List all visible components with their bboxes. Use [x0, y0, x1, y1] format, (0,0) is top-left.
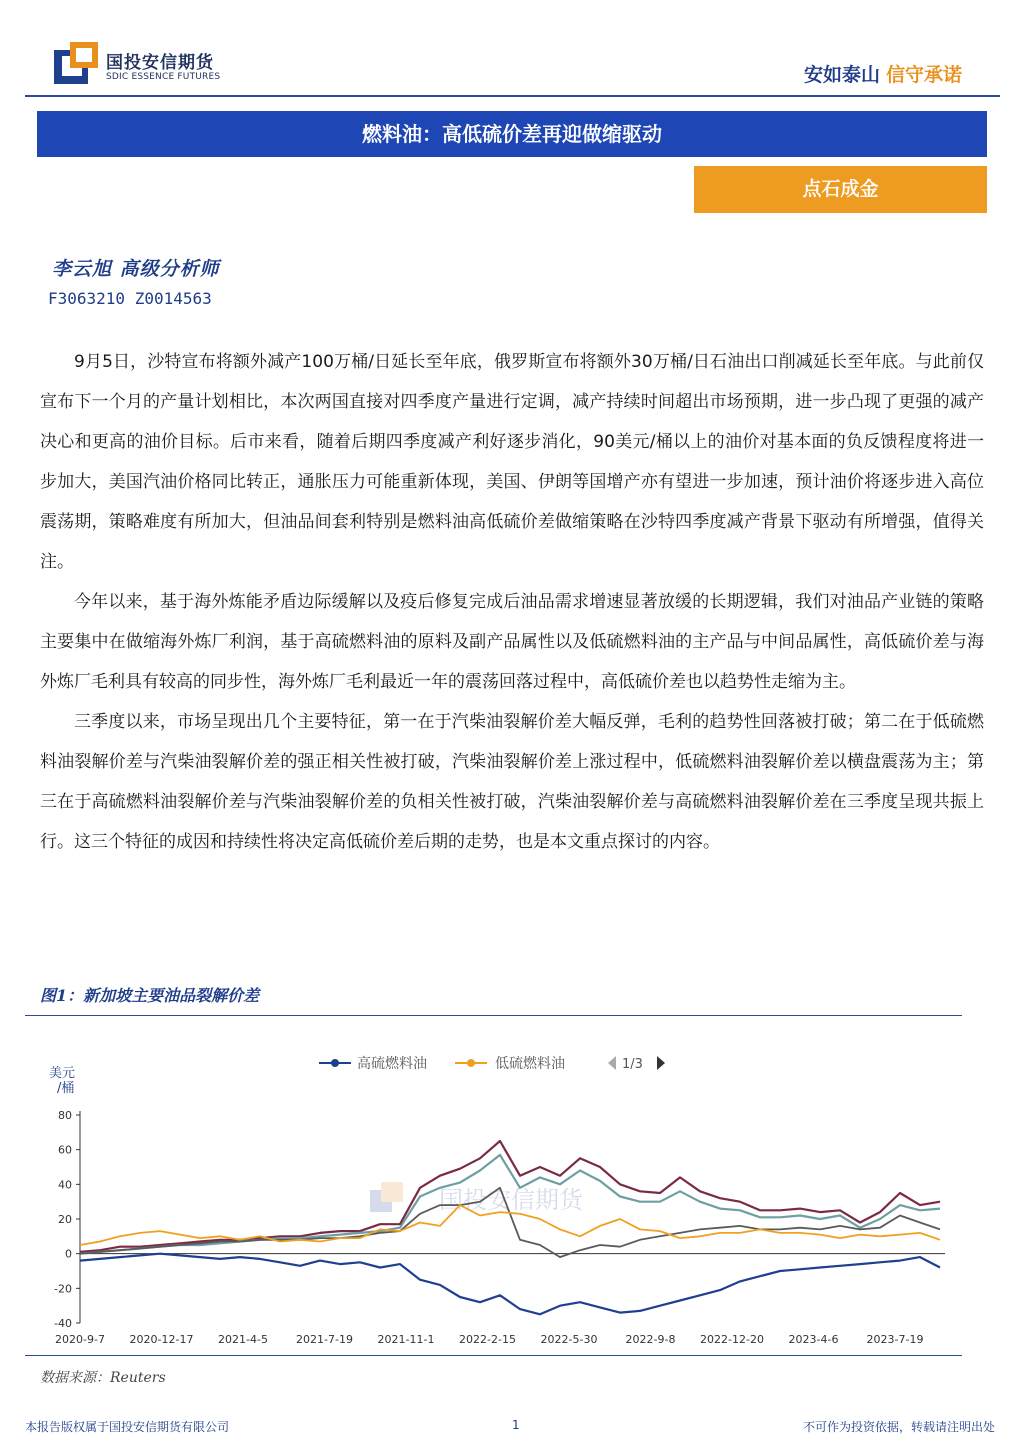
slogan-part1: 安如泰山: [803, 64, 880, 86]
y-tick-label: 20: [58, 1213, 72, 1226]
y-tick-label: -40: [54, 1317, 72, 1330]
figure-top-rule: [25, 1015, 962, 1016]
page-number: 1: [512, 1418, 520, 1432]
y-tick-label: 60: [58, 1143, 72, 1157]
y-unit-label: 美元: [49, 1066, 76, 1081]
x-tick-label: 2022-5-30: [540, 1333, 598, 1346]
legend: [319, 1055, 665, 1072]
slogan-part2: 信守承诺: [885, 64, 962, 86]
legend-next-page-icon[interactable]: [657, 1056, 665, 1070]
legend-marker-hsfo: [331, 1059, 339, 1067]
footer-disclaimer: 不可作为投资依据，转载请注明出处: [802, 1420, 995, 1434]
chart-axes: [54, 1109, 945, 1346]
paragraph: 三季度以来，市场呈现出几个主要特征，第一在于汽柴油裂解价差大幅反弹，毛利的趋势性回落被打破；第二在于低硫燃料油裂解价差与汽柴油裂解价差的强正相关性被打破，汽柴油裂解价差上涨过程中，低硫燃料油裂解价差以横盘震荡为主；第三在于高硫燃料油裂解价差与汽柴油裂解价差的负相关性被打破，汽柴油裂解价差与高硫燃料油裂解价差在三季度呈现共振上行。这三个特征的成因和持续性将决定高低硫价差后期的走势，也是本文重点探讨的内容。: [40, 712, 984, 852]
x-tick-label: 2021-4-5: [218, 1333, 268, 1346]
watermark: [370, 1182, 585, 1214]
report-title: 燃料油：高低硫价差再迎做缩驱动: [37, 111, 987, 157]
x-tick-label: 2022-2-15: [459, 1333, 516, 1346]
legend-marker-lsfo: [467, 1059, 475, 1067]
x-tick-label: 2022-9-8: [625, 1333, 676, 1346]
y-tick-label: -20: [54, 1282, 72, 1296]
x-tick-label: 2020-9-7: [55, 1333, 105, 1346]
article-body: [40, 342, 984, 862]
y-tick-label: 40: [58, 1178, 72, 1192]
author-name: 李云旭 高级分析师: [52, 258, 220, 280]
author-qualification-codes: F3063210 Z0014563: [48, 289, 212, 308]
header-divider: [25, 95, 1000, 97]
paragraph: 9月5日，沙特宣布将额外减产100万桶/日延长至年底，俄罗斯宣布将额外30万桶/日石油出口削减延长至年底。与此前仅宣布下一个月的产量计划相比，本次两国直接对四季度产量进行定调，减产持续时间超出市场预期，进一步凸现了更强的减产决心和更高的油价目标。后市来看，随着后期四季度减产利好逐步消化，90美元/桶以上的油价对基本面的负反馈程度将进一步加大，美国汽油价格同比转正，通胀压力可能重新体现，美国、伊朗等国增产亦有望进一步加速，预计油价将逐步进入高位震荡期，策略难度有所加大，但油品间套利特别是燃料油高低硫价差做缩策略在沙特四季度减产背景下驱动有所增强，值得关注。: [40, 352, 984, 572]
company-name-en: SDIC ESSENCE FUTURES: [106, 72, 221, 82]
slogan: [804, 60, 962, 87]
chart-series: [80, 1141, 940, 1314]
company-logo-icon: [54, 42, 98, 84]
crack-spread-chart: [35, 1035, 970, 1350]
y-tick-label: 80: [58, 1109, 72, 1122]
watermark-text: 国投安信期货: [439, 1186, 583, 1214]
x-tick-label: 2022-12-20: [700, 1333, 764, 1346]
company-name-cn: 国投安信期货: [106, 53, 214, 73]
legend-label-lsfo: 低硫燃料油: [495, 1056, 565, 1072]
y-tick-label: 0: [65, 1247, 72, 1261]
column-tag: 点石成金: [694, 166, 987, 213]
x-tick-label: 2021-7-19: [296, 1333, 353, 1346]
x-tick-label: 2021-11-1: [377, 1333, 435, 1346]
paragraph: 今年以来，基于海外炼能矛盾边际缓解以及疫后修复完成后油品需求增速显著放缓的长期逻辑，我们对油品产业链的策略主要集中在做缩海外炼厂利润，基于高硫燃料油的原料及副产品属性以及低硫燃料油的主产品与中间品属性，高低硫价差与海外炼厂毛利具有较高的同步性，海外炼厂毛利最近一年的震荡回落过程中，高低硫价差也以趋势性走缩为主。: [40, 592, 984, 692]
data-source: 数据来源：Reuters: [40, 1370, 166, 1386]
x-tick-label: 2023-4-6: [788, 1333, 839, 1346]
legend-label-hsfo: 高硫燃料油: [357, 1056, 427, 1072]
legend-pager: 1/3: [622, 1057, 643, 1072]
series-line-0: [80, 1254, 940, 1315]
figure-bottom-rule: [25, 1355, 962, 1356]
x-tick-label: 2020-12-17: [129, 1333, 194, 1346]
footer-copyright: 本报告版权属于国投安信期货有限公司: [25, 1420, 230, 1434]
x-tick-label: 2023-7-19: [866, 1333, 924, 1346]
y-unit-label-2: /桶: [57, 1081, 75, 1096]
legend-prev-page-icon[interactable]: [608, 1056, 616, 1070]
figure-title: 图1：新加坡主要油品裂解价差: [40, 986, 260, 1005]
